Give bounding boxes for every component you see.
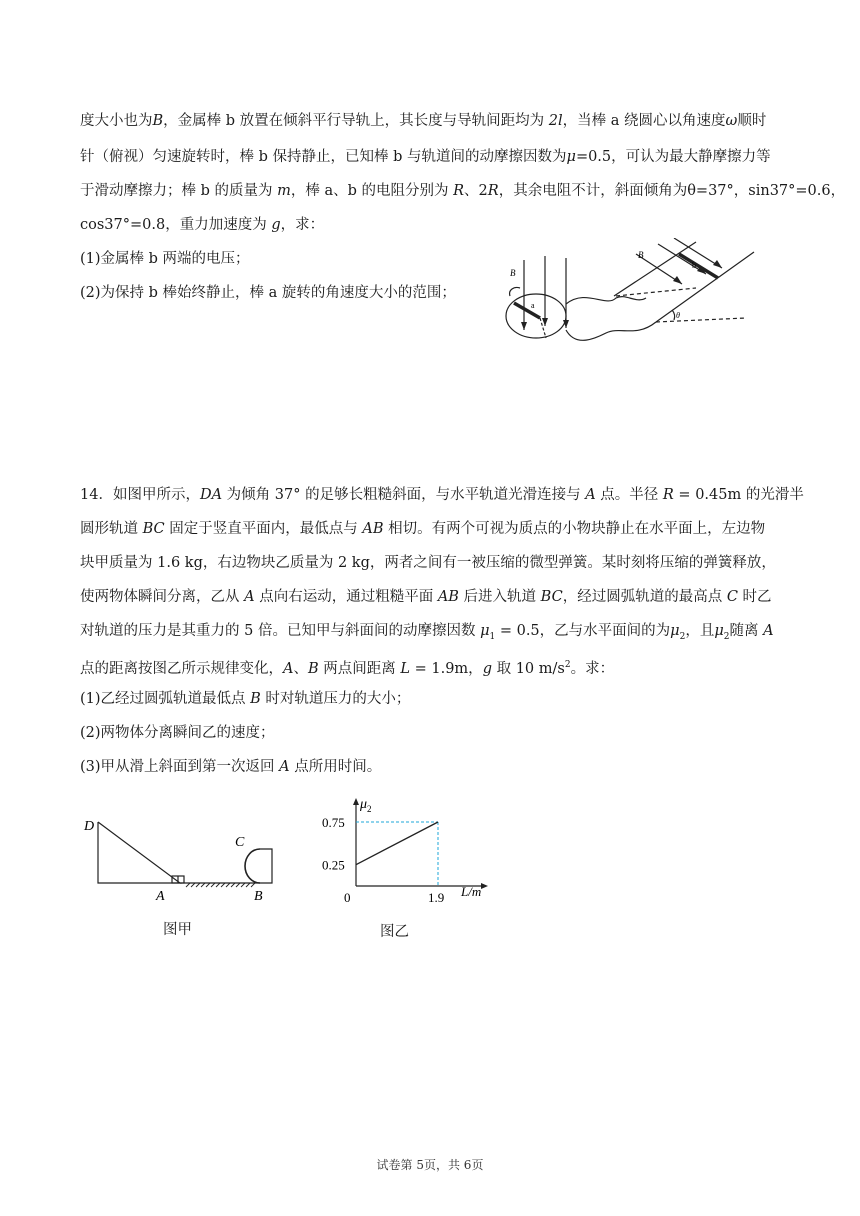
q13-line-4: cos37°=0.8，重力加速度为 g，求： [80, 217, 325, 233]
x-axis-label: L/m [461, 884, 482, 899]
q14-line-6: 点的距离按图乙所示规律变化，A、B 两点间距离 L = 1.9m，g 取 10 $m/s^2$。求： [80, 660, 615, 677]
q14-sub-2: (2)两物体分离瞬间乙的速度； [80, 725, 275, 741]
q13-figure [496, 238, 758, 362]
q13-line-1: 度大小也为B，金属棒 b 放置在倾斜平行导轨上，其长度与导轨间距均为 2l，当棒 a 绕圆心以角速度ω顺时 [80, 113, 767, 129]
x-axis-arrow [481, 883, 488, 889]
q14-figure-yi-chart [318, 796, 498, 908]
page-footer: 试卷第 5页，共 6页 [376, 1158, 484, 1172]
q14-sub-3: (3)甲从滑上斜面到第一次返回 A 点所用时间。 [80, 759, 382, 775]
fig-jia-caption: 图甲 [163, 922, 192, 938]
origin-label: 0 [344, 890, 351, 905]
q13-line-3: 于滑动摩擦力；棒 b 的质量为 m，棒 a、b 的电阻分别为 R、2R，其余电阻不计，斜面倾角为θ=37°，sin37°=0.6， [80, 183, 846, 199]
q13-line-2: 针（俯视）匀速旋转时，棒 b 保持静止，已知棒 b 与轨道间的动摩擦因数为μ=0.5，可认为最大静摩擦力等 [80, 149, 771, 165]
fig-jia-label-D: D [84, 819, 95, 834]
q14-sub-1: (1)乙经过圆弧轨道最低点 B 时对轨道压力的大小； [80, 691, 411, 707]
fig-jia-label-A: A [156, 889, 165, 904]
q13-label-B1: B [510, 268, 516, 278]
q13-label-a: a [531, 301, 535, 310]
y-axis-arrow [353, 798, 359, 805]
q13-label-B2: B [638, 250, 644, 260]
q13-label-theta: θ [676, 311, 680, 320]
q13-label-b: b [692, 261, 696, 270]
q14-line-4: 使两物体瞬间分离，乙从 A 点向右运动，通过粗糙平面 AB 后进入轨道 BC，经过圆弧轨道的最高点 C 时乙 [80, 589, 772, 605]
q14-line-5: 对轨道的压力是其重力的 5 倍。已知甲与斜面间的动摩擦因数 $\mu_1 = 0.5$，乙与水平面间的为$\mu_2$，且$\mu_2$随离 A [80, 623, 774, 642]
q14-line-3: 块甲质量为 1.6 kg，右边物块乙质量为 2 kg，两者之间有一被压缩的微型弹簧。某时刻将压缩的弹簧释放， [80, 555, 776, 571]
q13-sub-1: (1)金属棒 b 两端的电压； [80, 251, 250, 267]
fig-jia-label-B: B [254, 889, 263, 904]
q14-figure-jia [80, 810, 290, 910]
fig-jia-label-C: C [235, 835, 245, 850]
y-tick-label: 0.75 [322, 815, 345, 830]
series-line [356, 822, 438, 865]
y-axis-label: $\mu_2$ [360, 797, 372, 814]
q14-line-2: 圆形轨道 BC 固定于竖直平面内，最低点与 AB 相切。有两个可视为质点的小物块静止在水平面上，左边物 [80, 521, 766, 537]
y-tick-label: 0.25 [322, 857, 345, 873]
q14-line-1: 14．如图甲所示，DA 为倾角 37° 的足够长粗糙斜面，与水平轨道光滑连接与 A 点。半径 R = 0.45m 的光滑半 [80, 487, 804, 503]
q13-sub-2: (2)为保持 b 棒始终静止，棒 a 旋转的角速度大小的范围； [80, 285, 456, 301]
x-tick-label: 1.9 [428, 890, 445, 905]
fig-yi-caption: 图乙 [380, 924, 409, 940]
